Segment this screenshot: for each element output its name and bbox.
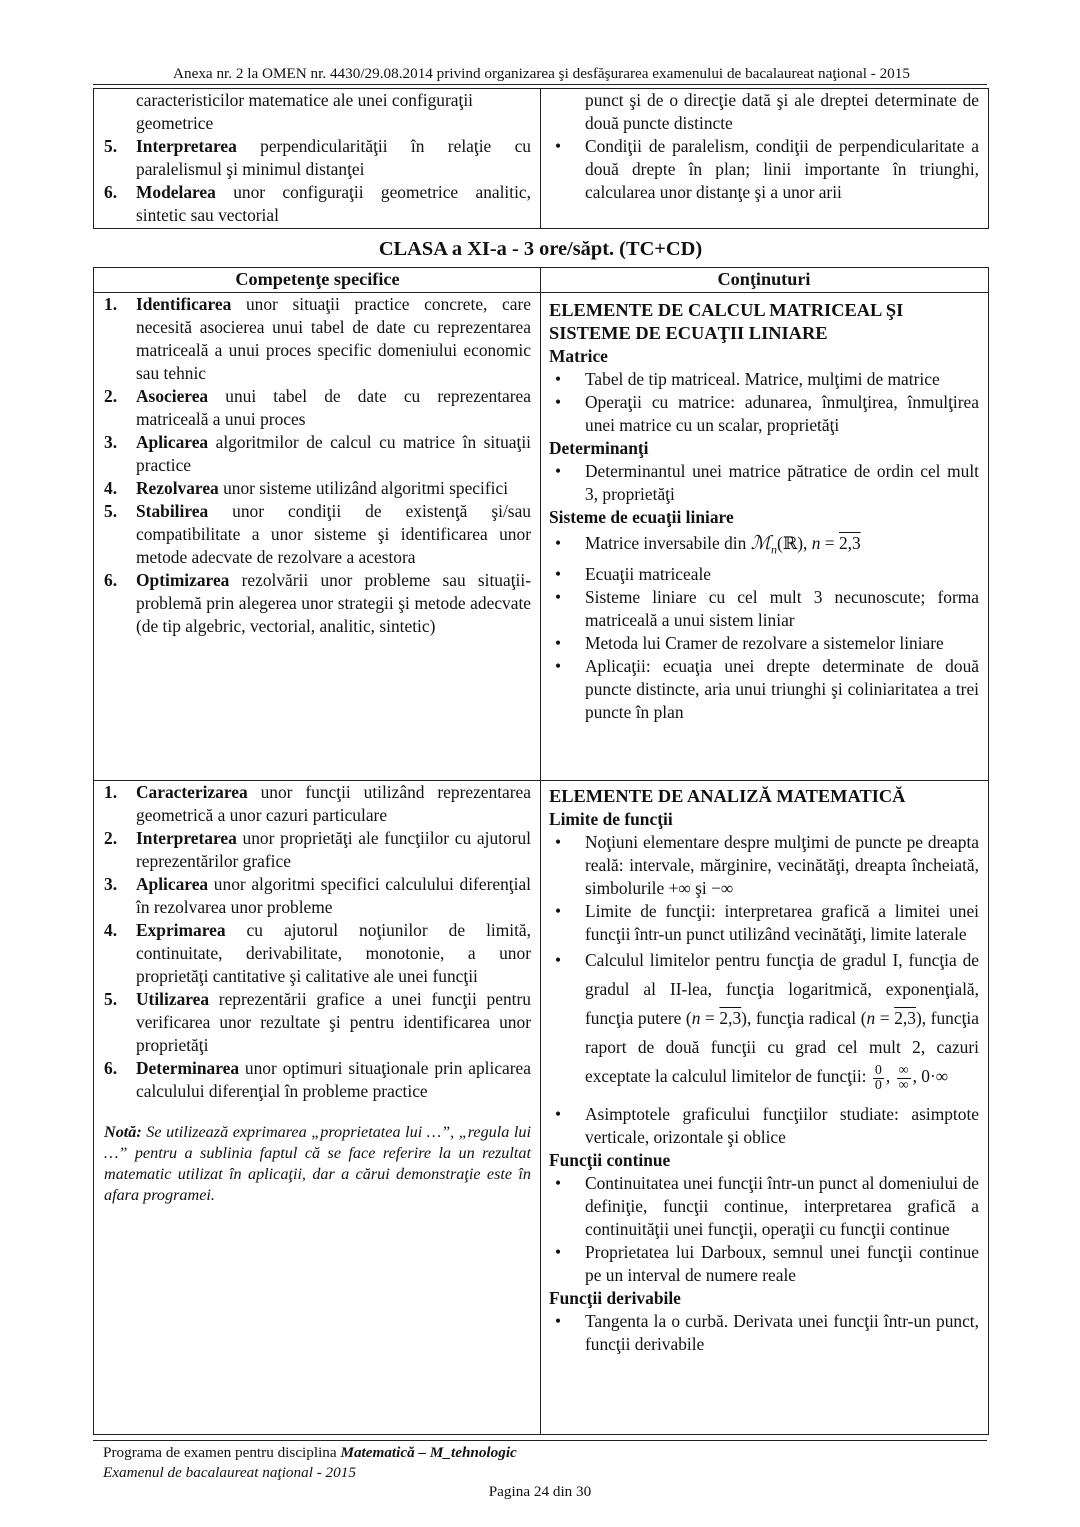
competence-item: 4. Exprimarea cu ajutorul noţiunilor de limită, continuitate, derivabilitate, monotonie, a unor proprietăţi cantitative şi calitative ale unei funcţii (104, 920, 531, 986)
competence-item: 6. Optimizarea rezolvării unor probleme sau situaţii-problemă prin alegerea unor strategii şi metode adecvate (de tip algebric, vectorial, analitic, sintetic) (104, 570, 531, 636)
content-bullet: • Operaţii cu matrice: adunarea, înmulţirea, înmulţirea unei matrice cu un scalar, proprietăţi (555, 392, 979, 435)
content-bullet: • Ecuaţii matriceale (555, 564, 712, 585)
note-text: Se utilizează exprimarea „proprietatea lui …”, „regula lui …” pentru a sublinia faptul că se face referire la un rezultat matematic utilizat în aplicaţii, dar a cărui demonstraţie este în afara programei. (104, 1123, 531, 1204)
footer-exam: Examenul de bacalaureat naţional - 2015 (103, 1464, 356, 1481)
competence-continuation: caracteristicilor matematice ale unei configuraţii (136, 90, 474, 110)
contents-analysis-cell (541, 781, 989, 1435)
subsection-determinanti: Determinanţi (549, 438, 649, 458)
content-bullet: • Condiţii de paralelism, condiţii de perpendicularitate a două drepte în plan; linii importante în triunghi, calcularea unor distanţe şi a unor arii (555, 136, 979, 202)
content-bullet: • Continuitatea unei funcţii într-un punct al domeniului de definiţie, funcţii continue, interpretarea grafică a continuităţii unei funcţii, operaţii cu funcţii continue (555, 1172, 979, 1239)
competences-cell (94, 89, 541, 229)
column-header-competences: Competenţe specifice (94, 268, 541, 293)
content-bullet: • Tabel de tip matriceal. Matrice, mulţimi de matrice (555, 369, 940, 389)
competence-item: 1. Caracterizarea unor funcţii utilizând reprezentarea geometrică a unor cazuri particulare (104, 782, 531, 825)
content-bullet: • Tangenta la o curbă. Derivata unei funcţii într-un punct, funcţii derivabile (555, 1310, 979, 1354)
page-number: Pagina 24 din 30 (488, 1483, 592, 1500)
content-bullet: • Asimptotele graficului funcţiilor studiate: asimptote verticale, orizontale şi oblice (555, 1103, 979, 1147)
competences-analysis-cell (94, 781, 541, 1435)
competence-item: 2. Interpretarea unor proprietăţi ale funcţiilor cu ajutorul reprezentărilor grafice (104, 828, 531, 871)
content-bullet: • Aplicaţii: ecuaţia unei drepte determinate de două puncte distincte, aria unui triunghi şi coliniaritatea a trei puncte în plan (555, 656, 979, 723)
competence-item: 3. Aplicarea unor algoritmi specifici calculului diferenţial în rezolvarea unor probleme (104, 874, 531, 917)
content-bullet: • Calculul limitelor pentru funcţia de gradul I, funcţia de gradul al II-lea, funcţia logaritmică, exponenţială, funcţia putere (n = 2,3), funcţia radical (n = 2,3), funcţia raport de două funcţii cu grad cel mult 2, cazuri exceptate la calculul limitelor de funcţii: $\frac{0}{0}$ , $\frac{\infty}{\infty}$ , 0·∞ (555, 950, 979, 1093)
competence-continuation-2: geometrice (136, 113, 214, 133)
header-rule (93, 84, 987, 85)
content-bullet: • Noţiuni elementare despre mulţimi de puncte pe dreapta reală: intervale, mărginire, vecinătăţi, dreapta încheiată, simbolurile +∞ şi −∞ (555, 832, 979, 898)
subsection-continue: Funcţii continue (549, 1149, 671, 1170)
note-label: Notă: (104, 1123, 142, 1141)
competence-item: 1. Identificarea unor situaţii practice concrete, care necesită asocierea unui tabel de date cu reprezentarea matriceală a unui proces specific domeniului economic sau tehnic (104, 294, 531, 383)
footer-program: Programa de examen pentru disciplina Matematică – M_tehnologic (103, 1444, 517, 1461)
content-bullet: • Determinantul unei matrice pătratice de ordin cel mult 3, proprietăţi (555, 461, 979, 504)
fraction-inf-over-inf: $\frac{\infty}{\infty}$ (898, 1062, 909, 1093)
competence-item: 5. Utilizarea reprezentării grafice a unei funcţii pentru verificarea unor rezultate şi pentru identificarea unor proprietăţi (104, 989, 531, 1055)
contents-matrix-cell (541, 293, 989, 781)
content-bullet: • Matrice inversabile din ℳ$_n$(ℝ), n = 2,3 (555, 533, 861, 557)
content-bullet: • Limite de funcţii: interpretarea grafică a limitei unei funcţii într-un punct utilizând vecinătăţi, limite laterale (555, 901, 979, 944)
content-bullet: • Proprietatea lui Darboux, semnul unei funcţii continue pe un interval de numere reale (555, 1241, 979, 1285)
previous-class-table (93, 88, 989, 229)
competence-item: 3. Aplicarea algoritmilor de calcul cu matrice în situaţii practice (104, 432, 531, 475)
subsection-matrice: Matrice (549, 346, 608, 366)
class-xi-table (93, 267, 989, 1435)
fraction-zero-over-zero: $\frac{0}{0}$ (874, 1062, 882, 1093)
competence-item: 5. Stabilirea unor condiţii de existenţă şi/sau compatibilitate a unor sisteme şi identificarea unor metode adecvate de rezolvare a acestora (104, 501, 531, 567)
footer-rule (93, 1440, 987, 1441)
content-continuation: punct şi de o direcţie dată şi ale dreptei determinate de două puncte distincte (585, 90, 979, 133)
section-title: ELEMENTE DE ANALIZĂ MATEMATICĂ (549, 786, 906, 806)
section-title: ELEMENTE DE CALCUL MATRICEAL ŞI (549, 300, 904, 320)
page-footer (93, 1443, 987, 1483)
competence-item: 2. Asocierea unui tabel de date cu reprezentarea matriceală a unui proces (104, 386, 531, 429)
column-header-contents: Conţinuturi (541, 268, 989, 293)
note (104, 1122, 531, 1206)
subsection-derivabile: Funcţii derivabile (549, 1287, 681, 1308)
competence-item: 4. Rezolvarea unor sisteme utilizând algoritmi specifici (104, 478, 509, 498)
section-title-line2: SISTEME DE ECUAŢII LINIARE (549, 323, 828, 343)
subsection-limite: Limite de funcţii (549, 809, 673, 829)
competences-matrix-cell (94, 293, 541, 781)
class-title: CLASA a XI-a - 3 ore/săpt. (TC+CD) (378, 238, 703, 260)
competence-item: 6. Determinarea unor optimuri situaţionale prin aplicarea calculului diferenţial în probleme practice (104, 1058, 531, 1101)
contents-cell (541, 89, 989, 229)
competence-item: 6. Modelarea unor configuraţii geometrice analitic, sintetic sau vectorial (104, 182, 531, 225)
competence-item: 5. Interpretarea perpendicularităţii în relaţie cu paralelismul şi minimul distanţei (104, 136, 531, 179)
content-bullet: • Metoda lui Cramer de rezolvare a sistemelor liniare (555, 633, 944, 654)
page-header: Anexa nr. 2 la OMEN nr. 4430/29.08.2014 privind organizarea şi desfăşurarea examenului de bacalaureat naţional - 2015 (173, 65, 910, 82)
subsection-sisteme: Sisteme de ecuaţii liniare (549, 507, 734, 527)
content-bullet: • Sisteme liniare cu cel mult 3 necunoscute; forma matriceală a unui sistem liniar (555, 587, 979, 631)
